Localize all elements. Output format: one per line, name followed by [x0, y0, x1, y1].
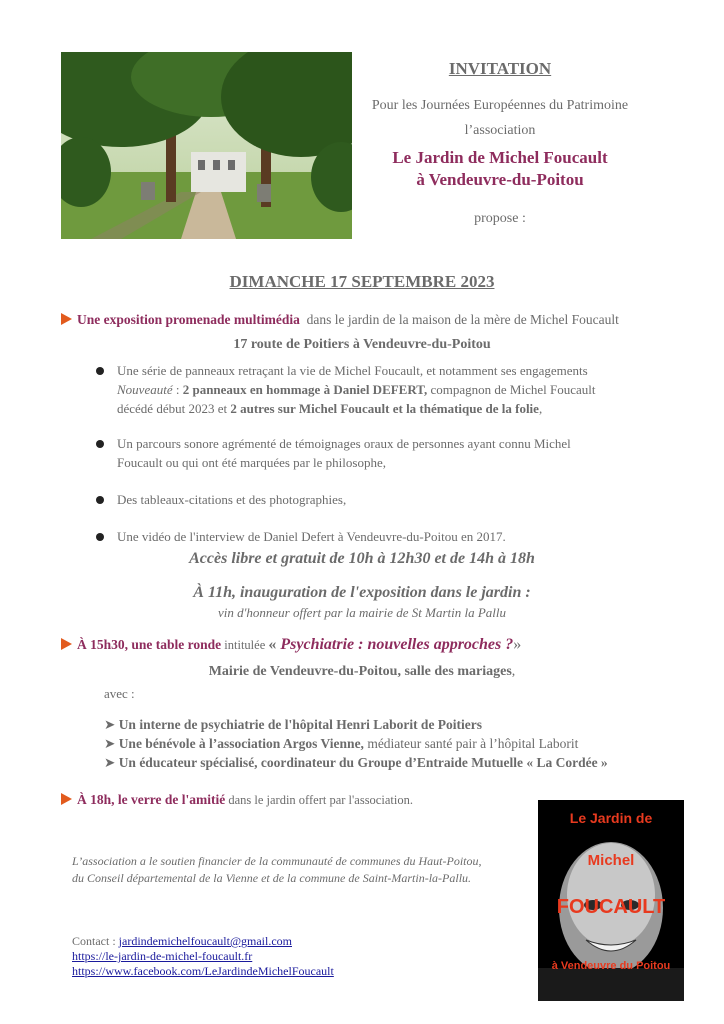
bullet-icon	[96, 367, 104, 375]
participant-3: Un éducateur spécialisé, coordinateur du Groupe d’Entraide Mutuelle « La Cordée »	[118, 755, 608, 770]
table-heading	[61, 636, 521, 654]
bullet-video: Une vidéo de l'interview de Daniel Defert à Vendeuvre-du-Poitou en 2017.	[117, 529, 506, 544]
arrowhead-icon: ➤	[104, 736, 119, 751]
facebook-link[interactable]: https://www.facebook.com/LeJardindeMichelFoucault	[72, 964, 334, 978]
participants-list	[104, 715, 608, 772]
table-location	[0, 664, 724, 680]
verre-heading	[61, 792, 413, 808]
funding-note	[72, 853, 532, 887]
panels-end: ,	[538, 401, 543, 416]
sound-line1: Un parcours sonore agrémenté de témoignages oraux de personnes ayant connu Michel	[117, 436, 571, 451]
website-link[interactable]: https://le-jardin-de-michel-foucault.fr	[72, 949, 253, 963]
bullet-panels	[117, 361, 677, 418]
arrowhead-icon: ➤	[104, 717, 119, 732]
contact-block	[72, 934, 334, 979]
expo-desc: dans le jardin de la maison de la mère de Michel Foucault	[306, 312, 619, 327]
bullet-icon	[96, 496, 104, 504]
poster-line2: Michel	[587, 852, 635, 869]
bullet-tableaux: Des tableaux-citations et des photographies,	[117, 492, 347, 507]
location-end: ,	[511, 664, 516, 679]
association-line: l’association	[464, 123, 536, 138]
participant-item	[104, 734, 608, 753]
participant-item	[104, 715, 608, 734]
event-date: DIMANCHE 17 SEPTEMBRE 2023	[229, 272, 495, 291]
panels-folie: 2 autres sur Michel Foucault et la thématique de la folie	[230, 401, 539, 416]
arrow-icon	[61, 313, 72, 325]
panels-defert: 2 panneaux en hommage à Daniel DEFERT,	[182, 382, 428, 397]
garden-photo	[61, 52, 352, 239]
bullet-sound	[117, 434, 677, 472]
poster-line3: FOUCAULT	[556, 896, 666, 918]
colon: :	[172, 382, 183, 397]
jep-line: Pour les Journées Européennes du Patrimoine	[371, 98, 629, 113]
sound-line2: Foucault ou qui ont été marquées par le philosophe,	[117, 455, 386, 470]
contact-label: Contact :	[72, 934, 119, 948]
org-name: Le Jardin de Michel Foucault	[392, 148, 608, 167]
verre-desc: dans le jardin offert par l'association.	[225, 793, 413, 807]
verre-title: À 18h, le verre de l'amitié	[77, 792, 226, 807]
panels-line1: Une série de panneaux retraçant la vie de Michel Foucault, et notamment ses engagements	[117, 363, 588, 378]
participant-2: Une bénévole à l’association Argos Vienne,	[118, 736, 364, 751]
poster-line1: Le Jardin de	[569, 810, 653, 826]
intitulee: intitulée	[221, 638, 269, 652]
org-location: à Vendeuvre-du-Poitou	[416, 170, 584, 189]
funding-line1: L’association a le soutien financier de la communauté de communes du Haut-Poitou,	[72, 854, 482, 868]
location-name: Mairie de Vendeuvre-du-Poitou, salle des mariages	[208, 664, 512, 679]
quote-close: »	[513, 636, 522, 653]
avec-label: avec :	[104, 686, 135, 701]
funding-line2: du Conseil départemental de la Vienne et de la commune de Saint-Martin-la-Pallu.	[72, 871, 472, 885]
participant-2-rest: médiateur santé pair à l’hôpital Laborit	[363, 736, 579, 751]
foucault-poster	[538, 800, 684, 1001]
access-hours: Accès libre et gratuit de 10h à 12h30 et de 14h à 18h	[189, 550, 535, 567]
nouveaute-label: Nouveauté	[117, 382, 173, 397]
vin-honneur: vin d'honneur offert par la mairie de St Martin la Pallu	[217, 605, 507, 620]
quote-open: «	[268, 636, 281, 653]
participant-1: Un interne de psychiatrie de l'hôpital Henri Laborit de Poitiers	[118, 717, 483, 732]
arrowhead-icon: ➤	[104, 755, 119, 770]
table-topic: Psychiatrie : nouvelles approches ?	[280, 636, 514, 653]
bullet-icon	[96, 533, 104, 541]
arrow-icon	[61, 793, 72, 805]
expo-address: 17 route de Poitiers à Vendeuvre-du-Poitou	[233, 337, 491, 352]
panels-rest: compagnon de Michel Foucault	[427, 382, 596, 397]
arrow-icon	[61, 638, 72, 650]
inauguration: À 11h, inauguration de l'exposition dans le jardin :	[193, 584, 531, 601]
participant-item	[104, 753, 608, 772]
expo-title: Une exposition promenade multimédia	[77, 312, 300, 327]
expo-heading	[61, 312, 619, 328]
bullet-icon	[96, 440, 104, 448]
email-link[interactable]: jardindemichelfoucault@gmail.com	[118, 934, 292, 948]
poster-line4: à Vendeuvre du Poitou	[551, 960, 671, 972]
propose-text: propose :	[474, 211, 526, 226]
panels-line3: décédé début 2023 et	[117, 401, 231, 416]
invitation-title: INVITATION	[448, 59, 552, 78]
table-title: À 15h30, une table ronde	[77, 637, 222, 652]
